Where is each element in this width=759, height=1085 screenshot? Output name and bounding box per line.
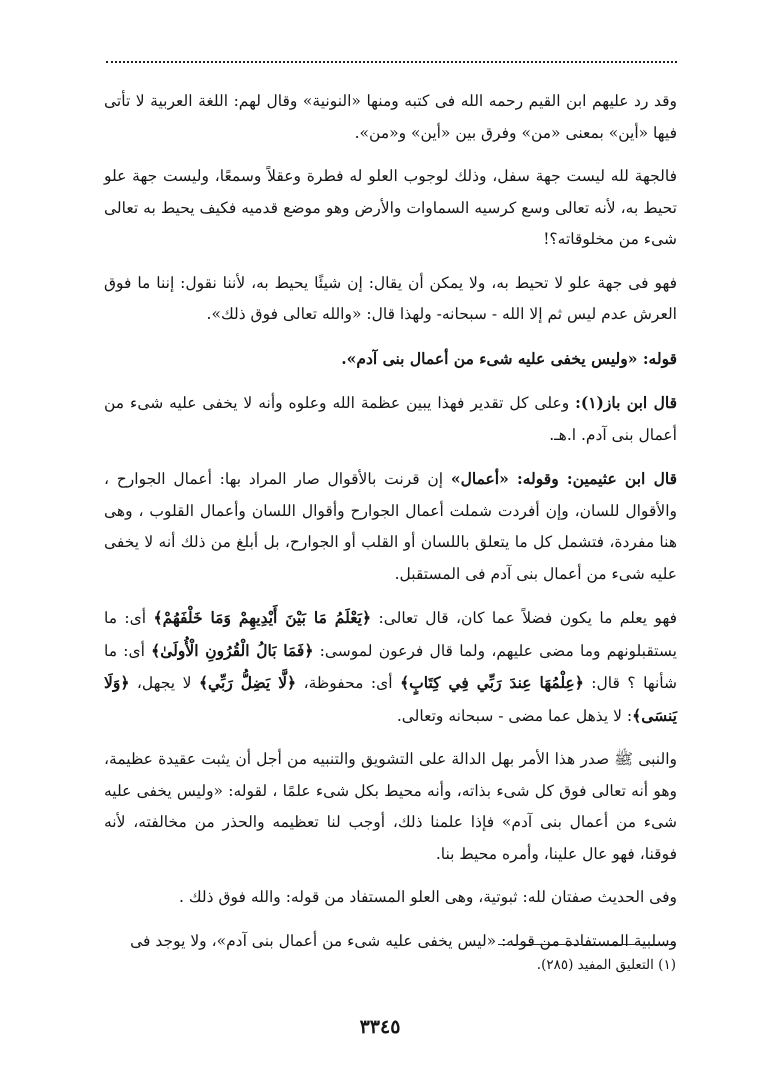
paragraph-8 bbox=[104, 744, 677, 870]
body-text bbox=[104, 86, 677, 969]
ayah-4: ﴿لَّا يَضِلُّ رَبِّي﴾ bbox=[198, 673, 297, 692]
paragraph-9-text: وفى الحديث صفتان لله: ثبوتية، وهى العلو المستفاد من قوله: والله فوق ذلك . bbox=[178, 888, 677, 906]
quran-text-5: لا يجهل، bbox=[129, 674, 199, 692]
paragraph-5-heading: قال ابن باز(١): bbox=[575, 393, 678, 412]
quran-text-1: فهو يعلم ما يكون فضلاً عما كان، قال تعالى: bbox=[371, 609, 677, 627]
paragraph-6-heading: قال ابن عثيمين: وقوله: «أعمال» bbox=[450, 469, 677, 488]
paragraph-3 bbox=[104, 268, 677, 331]
quran-paragraph bbox=[104, 602, 677, 732]
paragraph-10-text: وسلبية المستفادة من قوله: «ليس يخفى عليه شىء من أعمال بنى آدم»، ولا يوجد فى bbox=[130, 931, 677, 950]
ayah-3: ﴿عِلْمُهَا عِندَ رَبِّي فِي كِتَابٍ﴾ bbox=[400, 673, 584, 692]
paragraph-9 bbox=[104, 882, 677, 914]
paragraph-5-text: وعلى كل تقدير فهذا يبين عظمة الله وعلوه وأنه لا يخفى عليه شىء من أعمال بنى آدم. ا.هـ. bbox=[104, 394, 677, 444]
paragraph-8-text: والنبى ﷺ صدر هذا الأمر بهل الدالة على التشويق والتنبيه من أجل أن يثبت عقيدة عظيمة، وهو أنه تعالى فوق كل شىء بذاته، وأنه محيط بكل شىء علمًا ، لقوله: «وليس يخفى عليه شىء من أعمال بنى آدم» فإذا علمنا ذلك، أوجب لنا تعظيمه والحذر من مخالفته، لأنه فوقنا، فهو عال علينا، وأمره محيط بنا. bbox=[104, 750, 677, 863]
paragraph-6 bbox=[104, 463, 677, 590]
paragraph-2-text: فالجهة لله ليست جهة سفل، وذلك لوجوب العلو له فطرة وعقلاً وسمعًا، وليست جهة علو تحيط به، لأنه تعالى وسع كرسيه السماوات والأرض وهو موضع قدميه فكيف يحيط به تعالى شىء من مخلوقاته؟! bbox=[104, 167, 677, 248]
paragraph-4-heading: قوله: «وليس يخفى عليه شىء من أعمال بنى آدم». bbox=[341, 348, 677, 368]
ayah-5: ﴿وَلَا يَنسَى﴾ bbox=[104, 673, 677, 725]
paragraph-1 bbox=[104, 86, 677, 149]
quran-text-4: أى: محفوظة، bbox=[296, 674, 401, 692]
page-number: ٣٣٤٥ bbox=[359, 1016, 401, 1038]
ayah-2: ﴿فَمَا بَالُ الْقُرُونِ الْأُولَىٰ﴾ bbox=[151, 640, 314, 660]
quran-text-6: : لا يذهل عما مضى - سبحانه وتعالى. bbox=[396, 706, 633, 725]
ayah-1: ﴿يَعْلَمُ مَا بَيْنَ أَيْدِيهِمْ وَمَا خَلْفَهُمْ﴾ bbox=[153, 608, 372, 627]
top-dotted-rule bbox=[106, 61, 677, 63]
quran-text-2: أى: ما يستقبلونهم وما مضى عليهم، ولما قال فرعون لموسى: bbox=[104, 609, 677, 660]
paragraph-1-text: وقد رد عليهم ابن القيم رحمه الله فى كتبه ومنها «النونية» وقال لهم: اللغة العربية لا تأتى فيها «أين» بمعنى «من» وفرق بين «أين» و«من». bbox=[104, 92, 677, 142]
paragraph-3-text: فهو فى جهة علو لا تحيط به، ولا يمكن أن يقال: إن شيئًا يحيط به، لأننا نقول: إننا ما فوق العرش عدم ليس ثم إلا الله - سبحانه- ولهذا قال: «والله تعالى فوق ذلك». bbox=[104, 273, 677, 323]
paragraph-5 bbox=[104, 387, 677, 451]
paragraph-2 bbox=[104, 161, 677, 256]
footnote: (١) التعليق المفيد (٢٨٥). bbox=[536, 957, 676, 973]
paragraph-10 bbox=[104, 926, 677, 958]
quran-text-3: أى: ما شأنها ؟ قال: bbox=[104, 641, 678, 692]
paragraph-6-text: إن قرنت بالأقوال صار المراد بها: أعمال الجوارح ، والأقوال للسان، وإن أفردت شملت أعمال الجوارح وأقوال اللسان وأعمال القلوب ، وهى هنا مفردة، فتشمل كل ما يتعلق باللسان أو القلب أو الجوارح، بل أبلغ من ذلك أنه لا يخفى عليه شىء من أعمال بنى آدم فى المستقبل. bbox=[104, 470, 677, 583]
paragraph-4 bbox=[104, 343, 677, 376]
footnote-rule bbox=[498, 944, 676, 945]
